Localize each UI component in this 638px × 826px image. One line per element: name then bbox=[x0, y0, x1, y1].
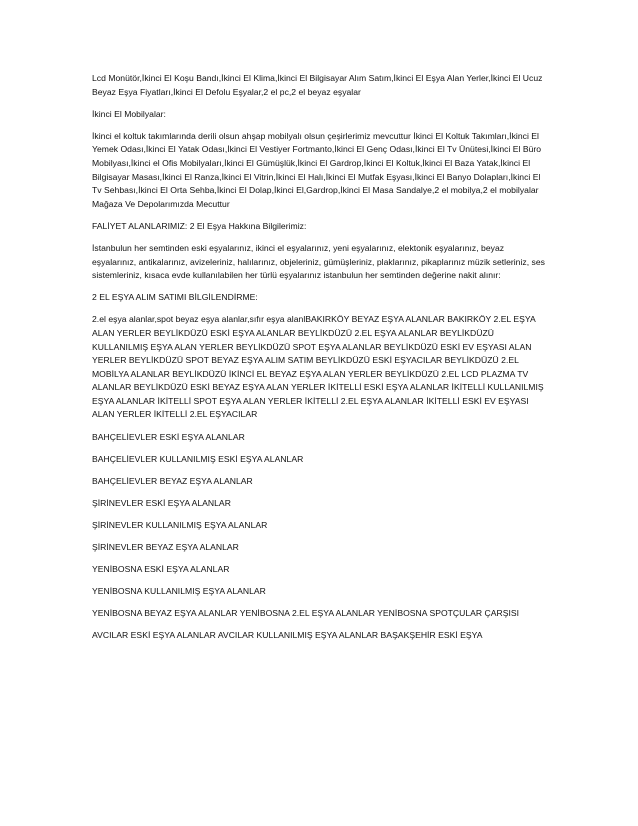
intro-paragraph: Lcd Monütör,İkinci El Koşu Bandı,İkinci El Klima,İkinci El Bilgisayar Alım Satım,İkinci El Eşya Alan Yerler,İkinci El Ucuz Beyaz Eşya Fiyatları,İkinci El Defolu Eşyalar,2 el pc,2 el beyaz eşyalar bbox=[92, 73, 543, 97]
section-heading-mobilyalar: İkinci El Mobilyalar: bbox=[92, 108, 166, 119]
list-item: ŞİRİNEVLER BEYAZ EŞYA ALANLAR bbox=[92, 542, 239, 553]
istanbul-paragraph: İstanbulun her semtinden eski eşyalarınız, ikinci el eşyalarınız, yeni eşyalarınız, elektonik eşyalarınız, beyaz eşyalarınız, antikalarınız, avizeleriniz, halılarınız, objeleriniz, gümüşleriniz, plaklarınız, pikaplarınız müzik setleriniz, ses sistemleriniz, kısaca evde kullanılabilen her türlü eşyalarınız istanbulun her semtinden değerine nakit alınır: bbox=[92, 242, 545, 281]
list-item: BAHÇELİEVLER KULLANILMIŞ ESKİ EŞYA ALANLAR bbox=[92, 453, 304, 464]
list-item: AVCILAR ESKİ EŞYA ALANLAR AVCILAR KULLANILMIŞ EŞYA ALANLAR BAŞAKŞEHİR ESKİ EŞYA bbox=[92, 630, 483, 641]
list-item: YENİBOSNA KULLANILMIŞ EŞYA ALANLAR bbox=[92, 586, 266, 597]
list-item: YENİBOSNA ESKİ EŞYA ALANLAR bbox=[92, 564, 230, 575]
mobilya-paragraph: İkinci el koltuk takımlarında derili olsun ahşap mobilyalı olsun çeşirlerimiz mevcuttur İkinci El Koltuk Takımları,İkinci El Yemek Odası,İkinci El Yatak Odası,İkinci El Vestiyer Fortmanto,İkinci El Genç Odası,İkinci El Tv Ünütesi,İkinci El Büro Mobilyası,İkinci el Ofis Mobilyaları,İkinci El Gümüşlük,İkinci El Gardrop,İkinci El Koltuk,İkinci El Baza Yatak,İkinci El Bilgisayar Masası,İkinci El Ranza,İkinci El Vitrin,İkinci El Halı,İkinci El Mutfak Eşyası,İkinci El Banyo Dolapları,İkinci El Tv Sehbası,İkinci El Orta Sehba,İkinci El Dolap,İkinci El,Gardrop,İkinci El Masa Sandalye,2 el mobilya,2 el mobilyalar Mağaza Ve Depolarımızda Mecuttur bbox=[92, 130, 542, 209]
list-item: ŞİRİNEVLER ESKİ EŞYA ALANLAR bbox=[92, 497, 231, 508]
section-heading-faliyet: FALİYET ALANLARIMIZ: 2 El Eşya Hakkına Bilgilerimiz: bbox=[92, 220, 307, 231]
list-item: ŞİRİNEVLER KULLANILMIŞ EŞYA ALANLAR bbox=[92, 519, 268, 530]
alanlar-paragraph: 2.el eşya alanlar,spot beyaz eşya alanlar,sıfır eşya alanlBAKIRKÖY BEYAZ EŞYA ALANLAR BAKIRKÖY 2.EL EŞYA ALAN YERLER BEYLİKDÜZÜ ESKİ EŞYA ALANLAR BEYLİKDÜZÜ 2.EL EŞYA ALANLAR BEYLİKDÜZÜ KULLANILMIŞ EŞYA ALAN YERLER BEYLİKDÜZÜ SPOT EŞYA ALANLAR BEYLİKDÜZÜ ESKİ EV EŞYASI ALAN YERLER BEYLİKDÜZÜ SPOT BEYAZ EŞYA ALIM SATIM BEYLİKDÜZÜ ESKİ EŞYACILAR BEYLİKDÜZÜ 2.EL MOBİLYA ALANLAR BEYLİKDÜZÜ İKİNCİ EL BEYAZ EŞYA ALAN YERLER BEYLİKDÜZÜ 2.EL LCD PLAZMA TV ALANLAR BEYLİKDÜZÜ ESKİ BEYAZ EŞYA ALAN YERLER İKİTELLİ ESKİ EŞYA ALANLAR İKİTELLİ KULLANILMIŞ EŞYA ALANLAR İKİTELLİ SPOT EŞYA ALAN YERLER İKİTELLİ 2.EL EŞYA ALANLAR İKİTELLİ ESKİ EV EŞYASI ALAN YERLER İKİTELLİ 2.EL EŞYACILAR bbox=[92, 314, 544, 420]
section-heading-bilgilendirme: 2 EL EŞYA ALIM SATIMI BİLGİLENDİRME: bbox=[92, 292, 258, 303]
list-item: BAHÇELİEVLER BEYAZ EŞYA ALANLAR bbox=[92, 475, 253, 486]
list-item: YENİBOSNA BEYAZ EŞYA ALANLAR YENİBOSNA 2.EL EŞYA ALANLAR YENİBOSNA SPOTÇULAR ÇARŞISI bbox=[92, 608, 520, 619]
document-page bbox=[92, 72, 548, 652]
list-item: BAHÇELİEVLER ESKİ EŞYA ALANLAR bbox=[92, 431, 245, 442]
